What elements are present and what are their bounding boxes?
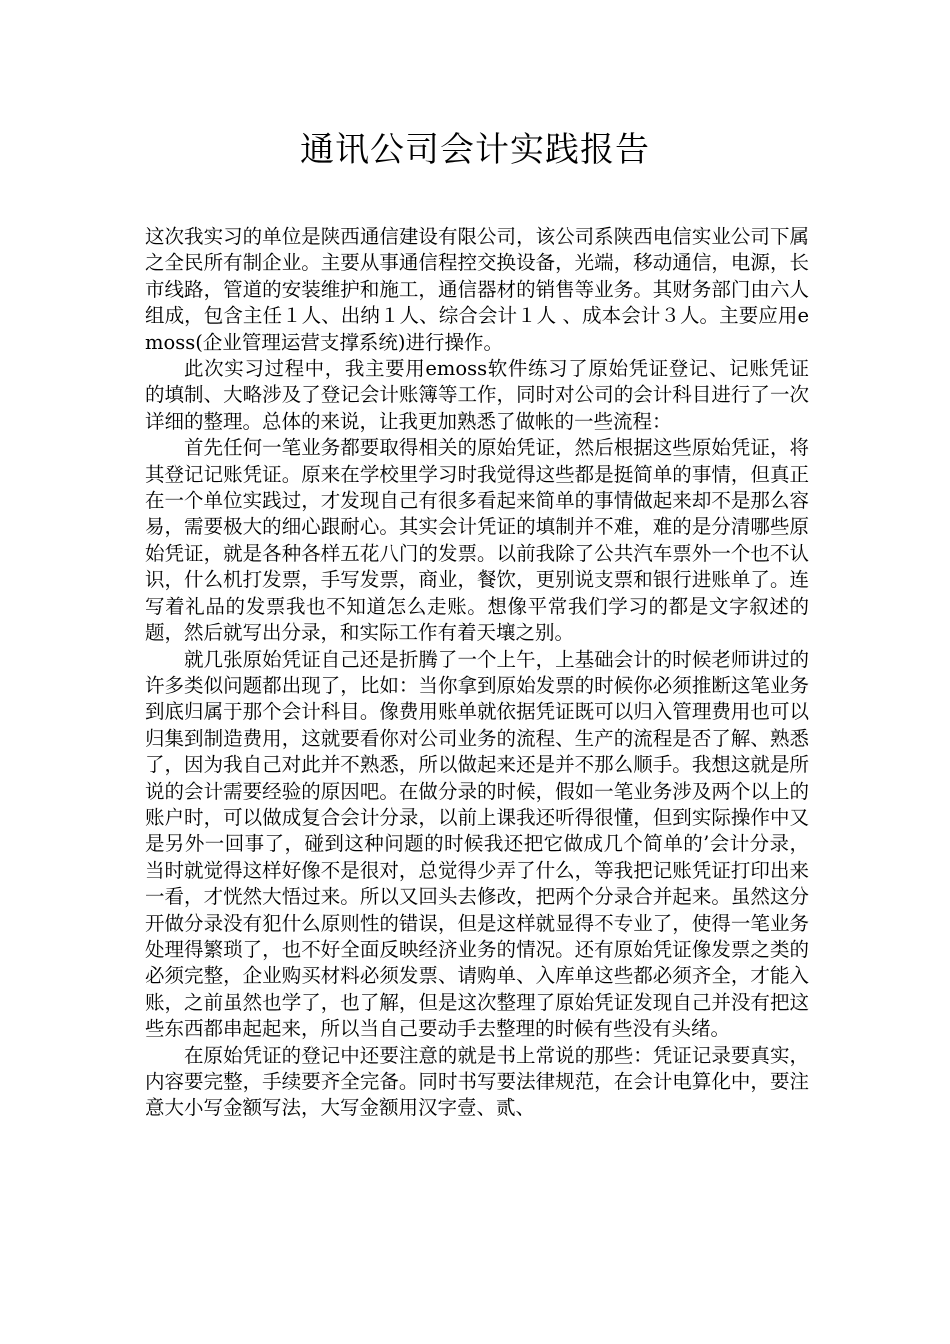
- document-title: 通讯公司会计实践报告: [300, 130, 650, 170]
- paragraph-internship-process: 此次实习过程中，我主要用emoss软件练习了原始凭证登记、记账凭证的填制、大略涉及了登记会计账簿等工作，同时对公司的会计科目进行了一次详细的整理。总体的来说，让我更加熟悉了做帐的一些流程：: [145, 357, 809, 433]
- document-body: [145, 224, 809, 1122]
- paragraph-original-vouchers: 首先任何一笔业务都要取得相关的原始凭证，然后根据这些原始凭证，将其登记记账凭证。原来在学校里学习时我觉得这些都是挺简单的事情，但真正在一个单位实践过，才发现自己有很多看起来简单的事情做起来却不是那么容易，需要极大的细心跟耐心。其实会计凭证的填制并不难，难的是分清哪些原始凭证，就是各种各样五花八门的发票。以前我除了公共汽车票外一个也不认识，什么机打发票，手写发票，商业，餐饮，更别说支票和银行进账单了。连写着礼品的发票我也不知道怎么走账。想像平常我们学习的都是文字叙述的题，然后就写出分录，和实际工作有着天壤之别。: [145, 436, 809, 645]
- paragraph-voucher-registration: 在原始凭证的登记中还要注意的就是书上常说的那些：凭证记录要真实，内容要完整，手续要齐全完备。同时书写要法律规范，在会计电算化中，要注意大小写金额写法，大写金额用汉字壹、贰、: [145, 1043, 809, 1120]
- paragraph-journal-entries: 就几张原始凭证自己还是折腾了一个上午，上基础会计的时候老师讲过的许多类似问题都出现了，比如：当你拿到原始发票的时候你必须推断这笔业务到底归属于那个会计科目。像费用账单就依据凭证既可以归入管理费用也可以归集到制造费用，这就要看你对公司业务的流程、生产的流程是否了解、熟悉了，因为我自己对此并不熟悉，所以做起来还是并不那么顺手。我想这就是所说的会计需要经验的原因吧。在做分录的时候，假如一笔业务涉及两个以上的账户时，可以做成复合会计分录，以前上课我还听得很懂，但到实际操作中又是另外一回事了，碰到这种问题的时候我还把它做成几个简单的’会计分录，当时就觉得这样好像不是很对，总觉得少弄了什么，等我把记账凭证打印出来一看，才恍然大悟过来。所以又回头去修改，把两个分录合并起来。虽然这分开做分录没有犯什么原则性的错误，但是这样就显得不专业了，使得一笔业务处理得繁琐了，也不好全面反映经济业务的情况。还有原始凭证像发票之类的必须完整，企业购买材料必须发票、请购单、入库单这些都必须齐全，才能入账，之前虽然也学了，也了解，但是这次整理了原始凭证发现自己并没有把这些东西都串起起来，所以当自己要动手去整理的时候有些没有头绪。: [145, 647, 809, 1041]
- paragraph-intro: 这次我实习的单位是陕西通信建设有限公司，该公司系陕西电信实业公司下属之全民所有制企业。主要从事通信程控交换设备，光端，移动通信，电源，长市线路，管道的安装维护和施工，通信器材的销售等业务。其财务部门由六人组成，包含主任１人、出纳１人、综合会计１人 、成本会计３人。主要应用emoss(企业管理运营支撑系统)进行操作。: [145, 225, 809, 354]
